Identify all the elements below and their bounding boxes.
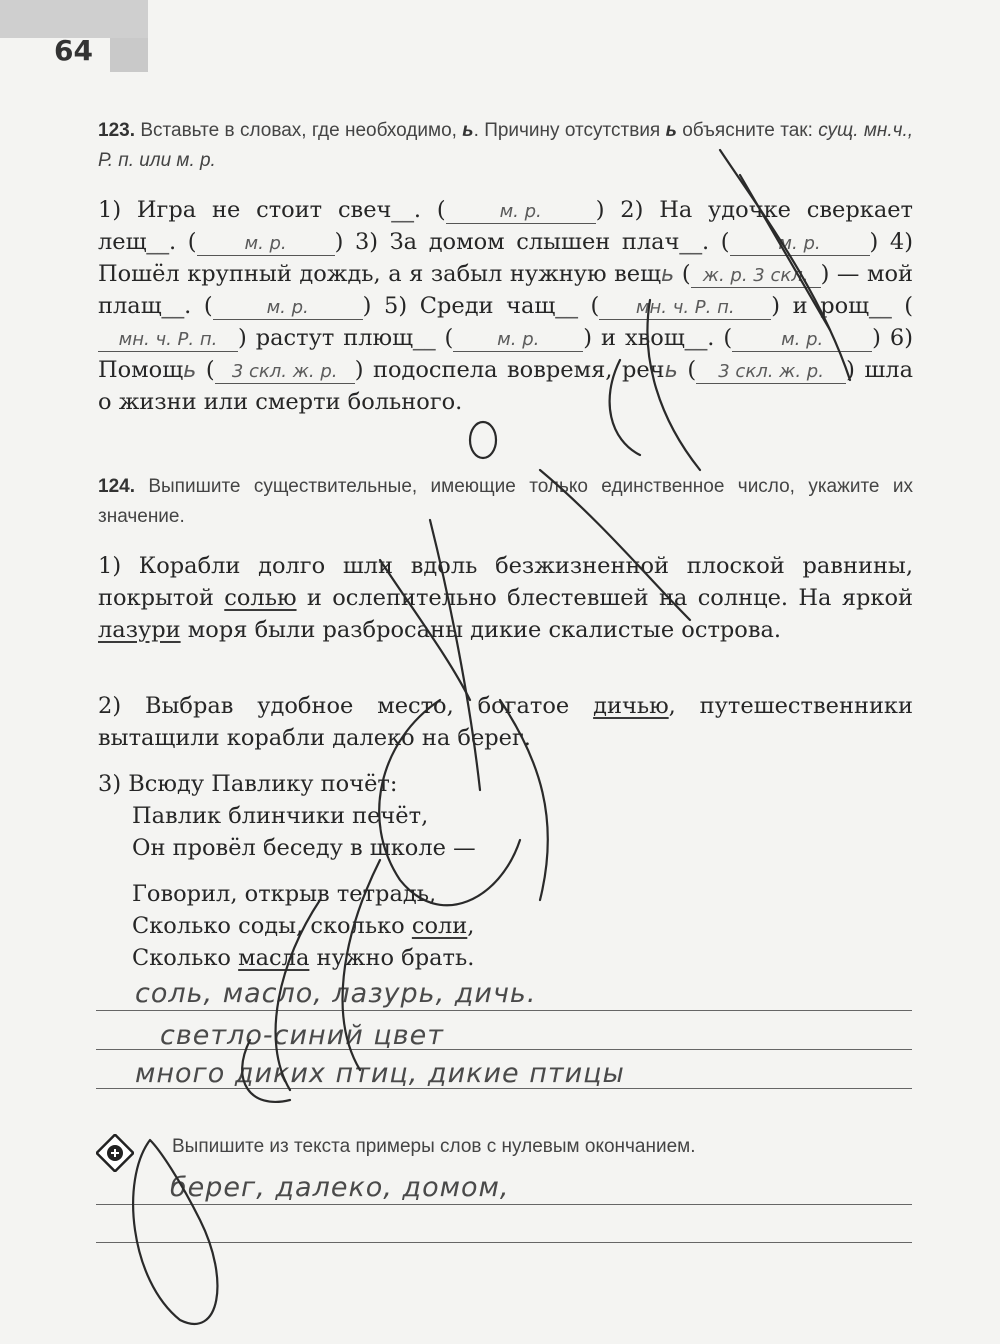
plus-in-diamond-icon [96, 1134, 134, 1172]
handwritten-answer-3: много диких птиц, дикие птицы [135, 1058, 625, 1089]
answer-blank[interactable]: м. р. [197, 233, 335, 256]
answer-blank[interactable]: м. р. [730, 233, 870, 256]
page-number: 64 [54, 34, 93, 67]
task-123-instructions: 123. Вставьте в словах, где необходимо, ь. Причину отсутствия ь объясните так: сущ. мн.ч., Р. п. или м. р. [98, 120, 913, 171]
handwritten-answer-2: светло-синий цвет [160, 1020, 444, 1051]
task-124-poem: 3) Всюду Павлику почёт: Павлик блинчики печёт, Он провёл беседу в школе — Говорил, открыв тетрадь, Сколько соды, сколько соли, Сколько масла нужно брать. [98, 771, 476, 971]
task-123-exercise: 1) Игра не стоит свеч__. ( м. р. ) 2) На удочке сверкает лещ__. ( м. р. ) 3) За домом слышен плач__. ( м. р. ) 4) Пошёл крупный дождь, а я забыл нужную вещь ( ж. р. 3 скл. ) — мой плащ__. ( м. р. ) 5) Среди чащ__ ( мн. ч. Р. п. ) и рощ__ (мн. ч. Р. п. ) растут плющ__ ( м. р. ) и хвощ__. ( м. р. ) 6) Помощь ( 3 скл. ж. р. ) подоспела вовремя, речь ( 3 скл. ж. р. ) шла о жизни или смерти больного. [98, 197, 914, 415]
task-123-hint: сущ. мн.ч., Р. п. или м. р. [98, 120, 913, 171]
answer-blank[interactable]: м. р. [453, 329, 583, 352]
answer-blank[interactable]: 3 скл. ж. р. [215, 361, 355, 384]
task-124-paragraph-1: 1) Корабли долго шли вдоль безжизненной плоской равнины, покрытой солью и ослепительно блестевшей на солнце. На яркой лазури моря были разбросаны дикие скалистые острова. [98, 553, 913, 643]
answer-line [96, 1010, 912, 1011]
task-124-instructions: 124. Выпишите существительные, имеющие только единственное число, укажите их значение. [98, 476, 913, 527]
handwritten-extra-answer: берег, далеко, домом, [170, 1172, 510, 1203]
answer-blank[interactable]: м. р. [446, 201, 596, 224]
answer-line [96, 1204, 912, 1205]
extra-task-text: Выпишите из текста примеры слов с нулевым окончанием. [172, 1136, 696, 1157]
answer-blank[interactable]: мн. ч. Р. п. [98, 329, 238, 352]
answer-line [96, 1242, 912, 1243]
answer-blank[interactable]: 3 скл. ж. р. [696, 361, 846, 384]
answer-blank[interactable]: м. р. [213, 297, 363, 320]
corner-bar [0, 0, 148, 38]
answer-blank[interactable]: ж. р. 3 скл. [691, 265, 821, 288]
task-124-paragraph-2: 2) Выбрав удобное место, богатое дичью, путешественники вытащили корабли далеко на берег. [98, 693, 913, 751]
task-124-number: 124. [98, 476, 135, 497]
handwritten-answer-1: соль, масло, лазурь, дичь. [135, 978, 537, 1009]
answer-blank[interactable]: мн. ч. Р. п. [599, 297, 771, 320]
answer-blank[interactable]: м. р. [732, 329, 872, 352]
task-123-number: 123. [98, 120, 135, 141]
corner-block [110, 38, 148, 72]
